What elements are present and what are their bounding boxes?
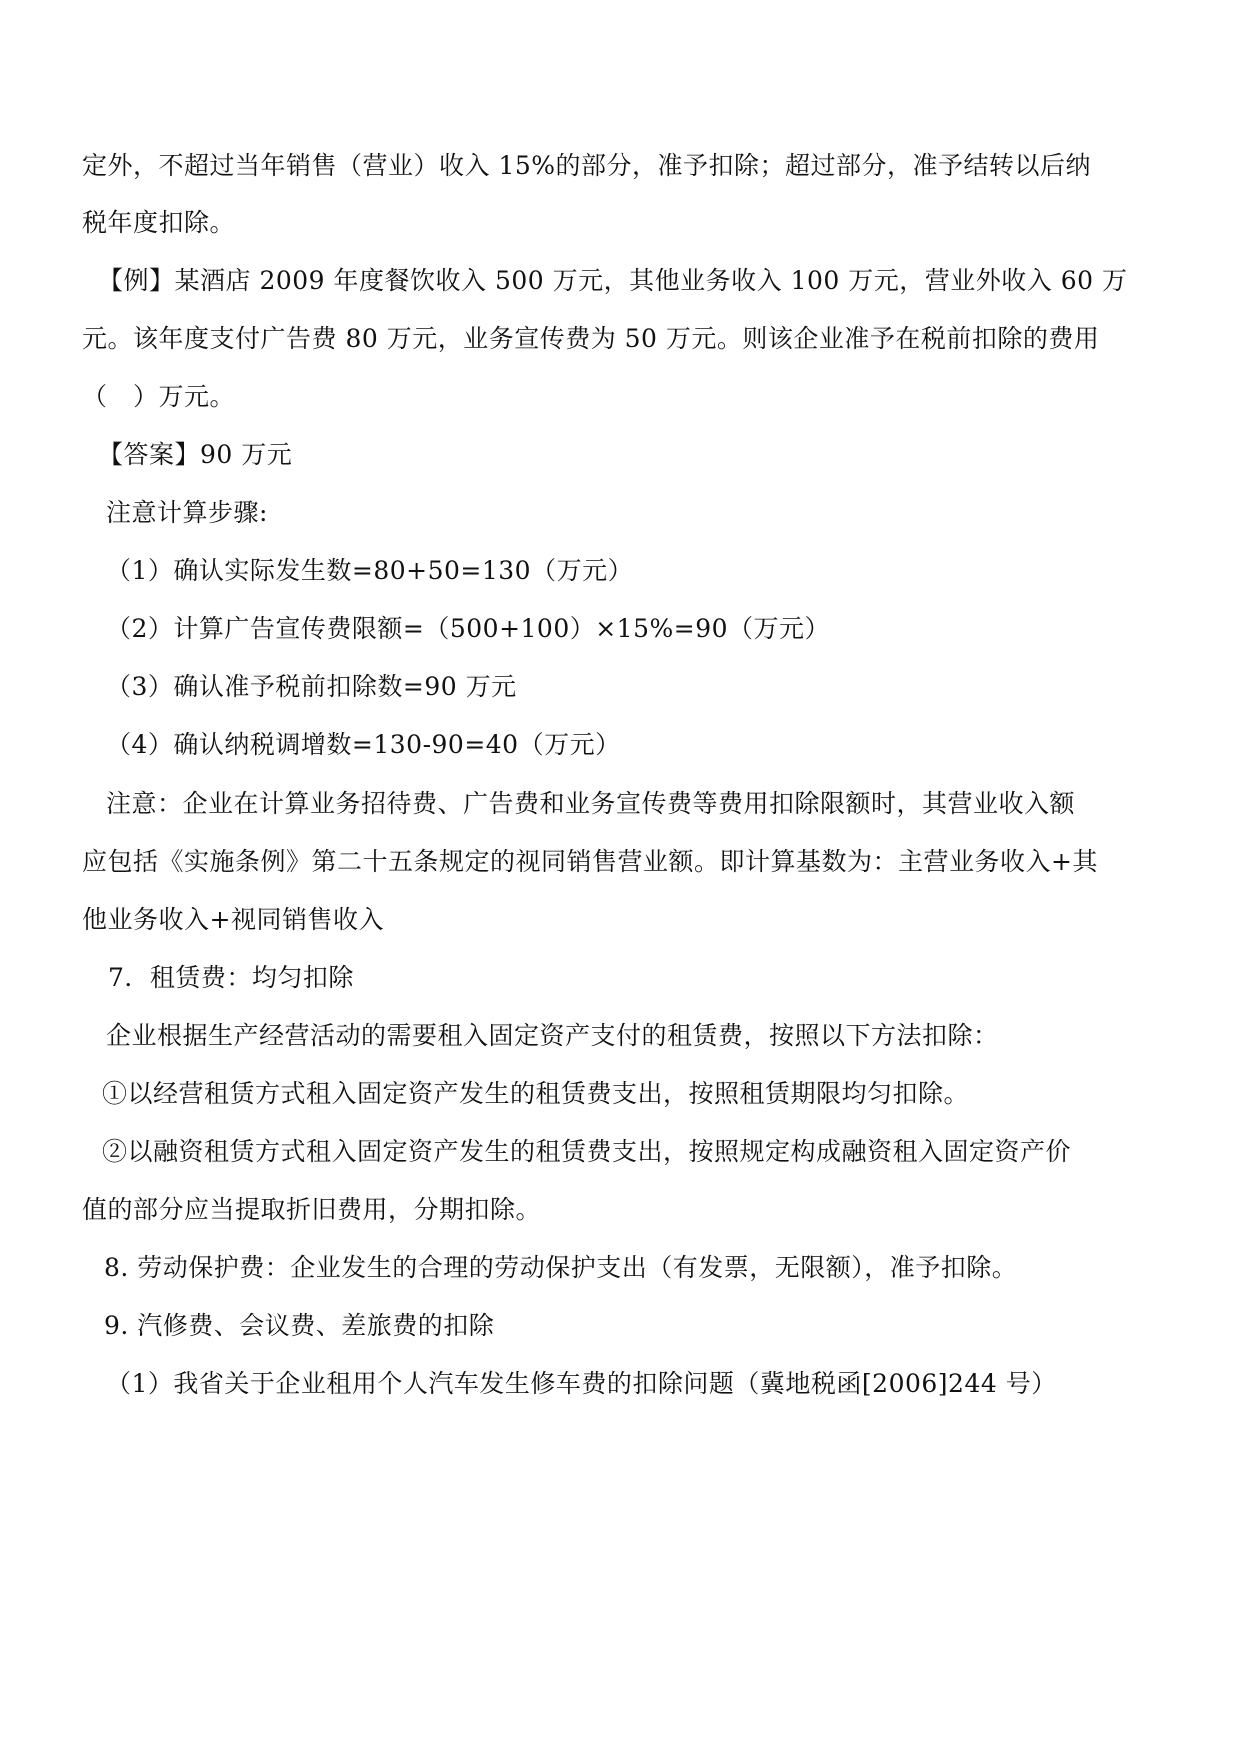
example-line: 元。该年度支付广告费 80 万元，业务宣传费为 50 万元。则该企业准予在税前扣除的费用	[82, 324, 1100, 353]
paragraph-line: 企业根据生产经营活动的需要租入固定资产支付的租赁费，按照以下方法扣除：	[106, 1021, 999, 1050]
list-item: ②以融资租赁方式租入固定资产发生的租赁费支出，按照规定构成融资租入固定资产价	[102, 1137, 1072, 1166]
answer-line: 【答案】90 万元	[98, 440, 293, 469]
step-line: （2）计算广告宣传费限额=（500+100）×15%=90（万元）	[106, 614, 831, 643]
list-item: ①以经营租赁方式租入固定资产发生的租赁费支出，按照租赁期限均匀扣除。	[102, 1079, 970, 1108]
subsection-heading: （1）我省关于企业租用个人汽车发生修车费的扣除问题（冀地税函[2006]244 号）	[106, 1369, 1057, 1398]
note-line: 注意：企业在计算业务招待费、广告费和业务宣传费等费用扣除限额时，其营业收入额	[106, 789, 1076, 818]
paragraph-line: 税年度扣除。	[82, 208, 236, 237]
step-line: （1）确认实际发生数=80+50=130（万元）	[106, 556, 634, 585]
section-heading: 8. 劳动保护费：企业发生的合理的劳动保护支出（有发票，无限额），准予扣除。	[104, 1253, 1018, 1282]
example-line: 【例】某酒店 2009 年度餐饮收入 500 万元，其他业务收入 100 万元，营业外收入 60 万	[98, 266, 1128, 295]
section-heading: 9. 汽修费、会议费、差旅费的扣除	[104, 1311, 495, 1340]
note-heading: 注意计算步骤:	[106, 498, 268, 527]
list-item: 值的部分应当提取折旧费用，分期扣除。	[82, 1195, 542, 1224]
note-line: 他业务收入+视同销售收入	[82, 905, 384, 934]
step-line: （4）确认纳税调增数=130-90=40（万元）	[106, 730, 621, 759]
step-line: （3）确认准予税前扣除数=90 万元	[106, 672, 517, 701]
note-line: 应包括《实施条例》第二十五条规定的视同销售营业额。即计算基数为：主营业务收入+其	[82, 847, 1098, 876]
section-heading: 7．租赁费：均匀扣除	[108, 963, 354, 992]
example-line: （ ）万元。	[82, 382, 236, 411]
paragraph-line: 定外，不超过当年销售（营业）收入 15%的部分，准予扣除；超过部分，准予结转以后纳	[82, 151, 1092, 180]
